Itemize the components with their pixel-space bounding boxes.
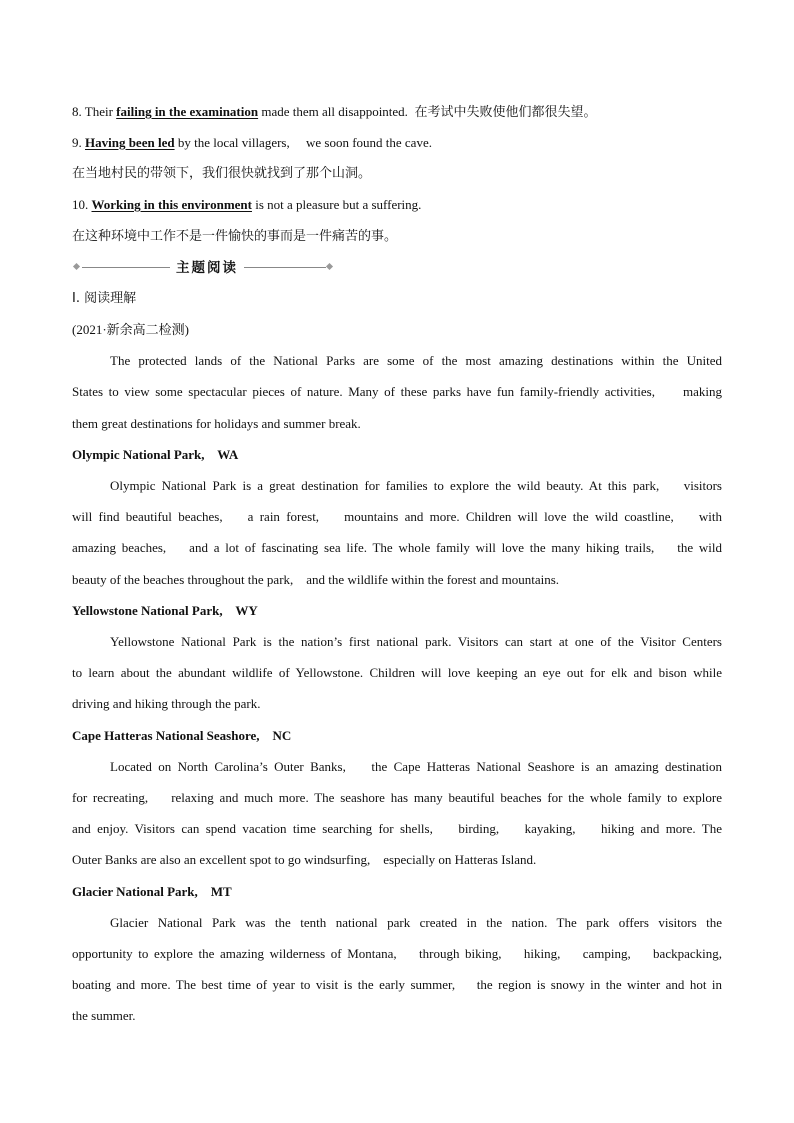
section-divider	[72, 259, 334, 277]
exercise-9	[72, 135, 722, 151]
park-heading-olympic: Olympic National Park, WA	[72, 447, 239, 462]
exercise-9-translation: 在当地村民的带领下，我们很快就找到了那个山洞。	[72, 166, 372, 181]
section-title: 主题阅读	[176, 260, 238, 276]
olympic-line-1: Olympic National Park is a great destination for families to explore the wild beauty. At this park, visitors	[110, 478, 722, 493]
yellowstone-line-1: Yellowstone National Park is the nation’s first national park. Visitors can start at one of the Visitor Centers	[110, 634, 722, 649]
hatteras-line-3: and enjoy. Visitors can spend vacation time searching for shells, birding, kayaking, hiking and more. The	[72, 821, 722, 836]
olympic-line-3: amazing beaches, and a lot of fascinating sea life. The whole family will love the many hiking trails, the wild	[72, 540, 722, 555]
yellowstone-line-2: to learn about the abundant wildlife of Yellowstone. Children will love keeping an eye out for elk and bison while	[72, 665, 722, 680]
exercise-8	[72, 104, 722, 121]
park-heading-yellowstone: Yellowstone National Park, WY	[72, 603, 258, 618]
glacier-line-1: Glacier National Park was the tenth national park created in the nation. The park offers visitors the	[110, 915, 722, 930]
part-label: Ⅰ. 阅读理解	[72, 291, 137, 306]
exercise-10-number: 10.	[72, 197, 92, 212]
intro-line-1: The protected lands of the National Parks are some of the most amazing destinations within the United	[110, 353, 722, 368]
yellowstone-line-3: driving and hiking through the park.	[72, 696, 261, 711]
exercise-8-answer: failing in the examination	[116, 104, 259, 119]
glacier-line-4: the summer.	[72, 1008, 136, 1023]
passage-source: (2021·新余高二检测)	[72, 322, 189, 337]
exercise-8-number: 8. Their	[72, 104, 117, 119]
exercise-9-rest: by the local villagers, we soon found the cave.	[174, 135, 432, 150]
olympic-line-4: beauty of the beaches throughout the park, and the wildlife within the forest and mountains.	[72, 572, 560, 587]
park-heading-glacier: Glacier National Park, MT	[72, 884, 232, 899]
exercise-10	[72, 197, 722, 213]
exercise-8-rest: made them all disappointed.	[258, 104, 408, 119]
exercise-10-translation: 在这种环境中工作不是一件愉快的事而是一件痛苦的事。	[72, 229, 398, 244]
exercise-9-answer: Having been led	[85, 135, 175, 150]
divider-right-rule	[244, 267, 326, 268]
exercise-10-answer: Working in this environment	[91, 197, 252, 212]
divider-left-rule	[82, 267, 170, 268]
exercise-9-number: 9.	[72, 135, 85, 150]
park-heading-cape-hatteras: Cape Hatteras National Seashore, NC	[72, 728, 292, 743]
hatteras-line-1: Located on North Carolina’s Outer Banks, the Cape Hatteras National Seashore is an amazing destination	[110, 759, 722, 774]
olympic-line-2: will find beautiful beaches, a rain forest, mountains and more. Children will love the wild coastline, with	[72, 509, 722, 524]
hatteras-line-2: for recreating, relaxing and much more. The seashore has many beautiful beaches for the whole family to explore	[72, 790, 722, 805]
intro-line-2: States to view some spectacular pieces of nature. Many of these parks have fun family-friendly activities, making	[72, 384, 722, 399]
divider-left-dot	[73, 263, 80, 270]
divider-right-dot	[326, 263, 333, 270]
intro-line-3: them great destinations for holidays and summer break.	[72, 416, 361, 431]
glacier-line-2: opportunity to explore the amazing wilderness of Montana, through biking, hiking, camping, backpacking,	[72, 946, 722, 961]
hatteras-line-4: Outer Banks are also an excellent spot to go windsurfing, especially on Hatteras Island.	[72, 852, 537, 867]
glacier-line-3: boating and more. The best time of year to visit is the early summer, the region is snowy in the winter and hot in	[72, 977, 722, 992]
exercise-8-translation: 在考试中失败使他们都很失望。	[414, 105, 597, 120]
exercise-10-rest: is not a pleasure but a suffering.	[251, 197, 422, 212]
